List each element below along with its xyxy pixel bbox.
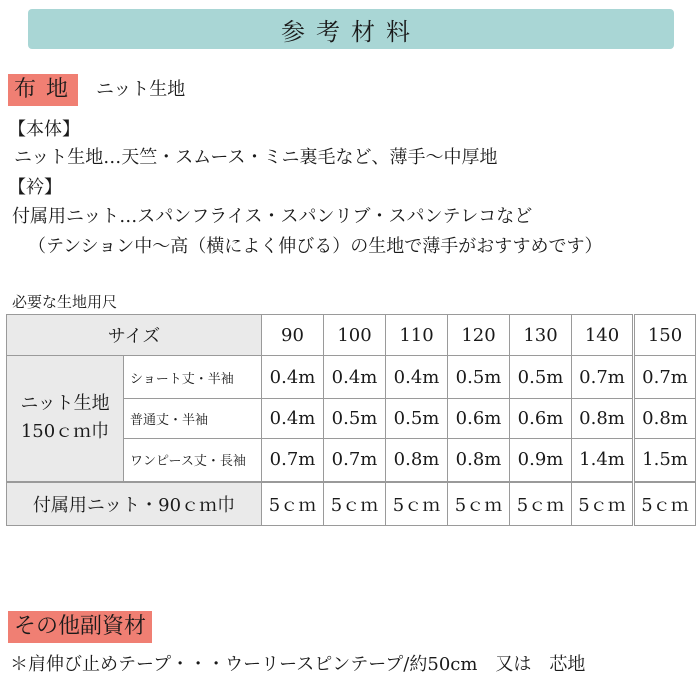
table-caption: 必要な生地用尺: [12, 293, 118, 311]
cell-value: 5ｃｍ: [448, 482, 510, 526]
size-col: 110: [386, 315, 448, 356]
page-title: 参考材料: [281, 17, 421, 46]
cell-value: 0.8m: [386, 439, 448, 482]
cell-value: 1.4m: [572, 439, 634, 482]
cell-value: 5ｃｍ: [634, 482, 696, 526]
body-text: ニット生地…天竺・スムース・ミニ裏毛など、薄手～中厚地: [14, 147, 498, 168]
cell-value: 0.7m: [634, 356, 696, 399]
cell-value: 0.6m: [448, 399, 510, 439]
cell-value: 5ｃｍ: [324, 482, 386, 526]
cell-value: 0.6m: [510, 399, 572, 439]
collar-note: （テンション中～高（横によく伸びる）の生地で薄手がおすすめです）: [28, 236, 603, 257]
table-row: [7, 482, 696, 526]
size-header: サイズ: [7, 315, 262, 356]
cell-value: 0.5m: [324, 399, 386, 439]
cell-value: 0.7m: [262, 439, 324, 482]
other-materials-tag: その他副資材: [8, 611, 152, 643]
collar-text: 付属用ニット…スパンフライス・スパンリブ・スパンテレコなど: [12, 206, 533, 227]
cell-value: 0.5m: [448, 356, 510, 399]
row-label: ショート丈・半袖: [124, 356, 262, 399]
fabric-name: ニット生地: [96, 79, 186, 100]
cell-value: 0.7m: [324, 439, 386, 482]
cell-value: 0.8m: [634, 399, 696, 439]
cell-value: 5ｃｍ: [510, 482, 572, 526]
cell-value: 0.4m: [262, 399, 324, 439]
size-col: 130: [510, 315, 572, 356]
fabric-tag: 布地: [8, 74, 78, 106]
cell-value: 5ｃｍ: [386, 482, 448, 526]
cell-value: 0.7m: [572, 356, 634, 399]
other-materials-item: ＊肩伸び止めテープ・・・ウーリースピンテープ/約50cm 又は 芯地: [10, 654, 586, 675]
row-label: 普通丈・半袖: [124, 399, 262, 439]
table-row: [7, 356, 696, 399]
cell-value: 5ｃｍ: [572, 482, 634, 526]
accessory-knit-label: 付属用ニット・90ｃｍ巾: [7, 482, 262, 526]
cell-value: 0.4m: [262, 356, 324, 399]
cell-value: 5ｃｍ: [262, 482, 324, 526]
knit-label-line2: 150ｃｍ巾: [20, 421, 110, 443]
size-col: 90: [262, 315, 324, 356]
size-col: 150: [634, 315, 696, 356]
row-label: ワンピース丈・長袖: [124, 439, 262, 482]
cell-value: 0.9m: [510, 439, 572, 482]
size-col: 100: [324, 315, 386, 356]
title-banner: [28, 9, 674, 49]
cell-value: 0.4m: [386, 356, 448, 399]
size-col: 140: [572, 315, 634, 356]
body-heading: 【本体】: [8, 119, 80, 140]
knit-label-line1: ニット生地: [20, 393, 110, 415]
collar-heading: 【衿】: [8, 177, 62, 198]
cell-value: 0.8m: [448, 439, 510, 482]
cell-value: 0.5m: [510, 356, 572, 399]
cell-value: 0.8m: [572, 399, 634, 439]
size-col: 120: [448, 315, 510, 356]
fabric-yardage-table: [6, 314, 696, 526]
cell-value: 1.5m: [634, 439, 696, 482]
cell-value: 0.4m: [324, 356, 386, 399]
knit-fabric-label: [7, 356, 124, 482]
cell-value: 0.5m: [386, 399, 448, 439]
